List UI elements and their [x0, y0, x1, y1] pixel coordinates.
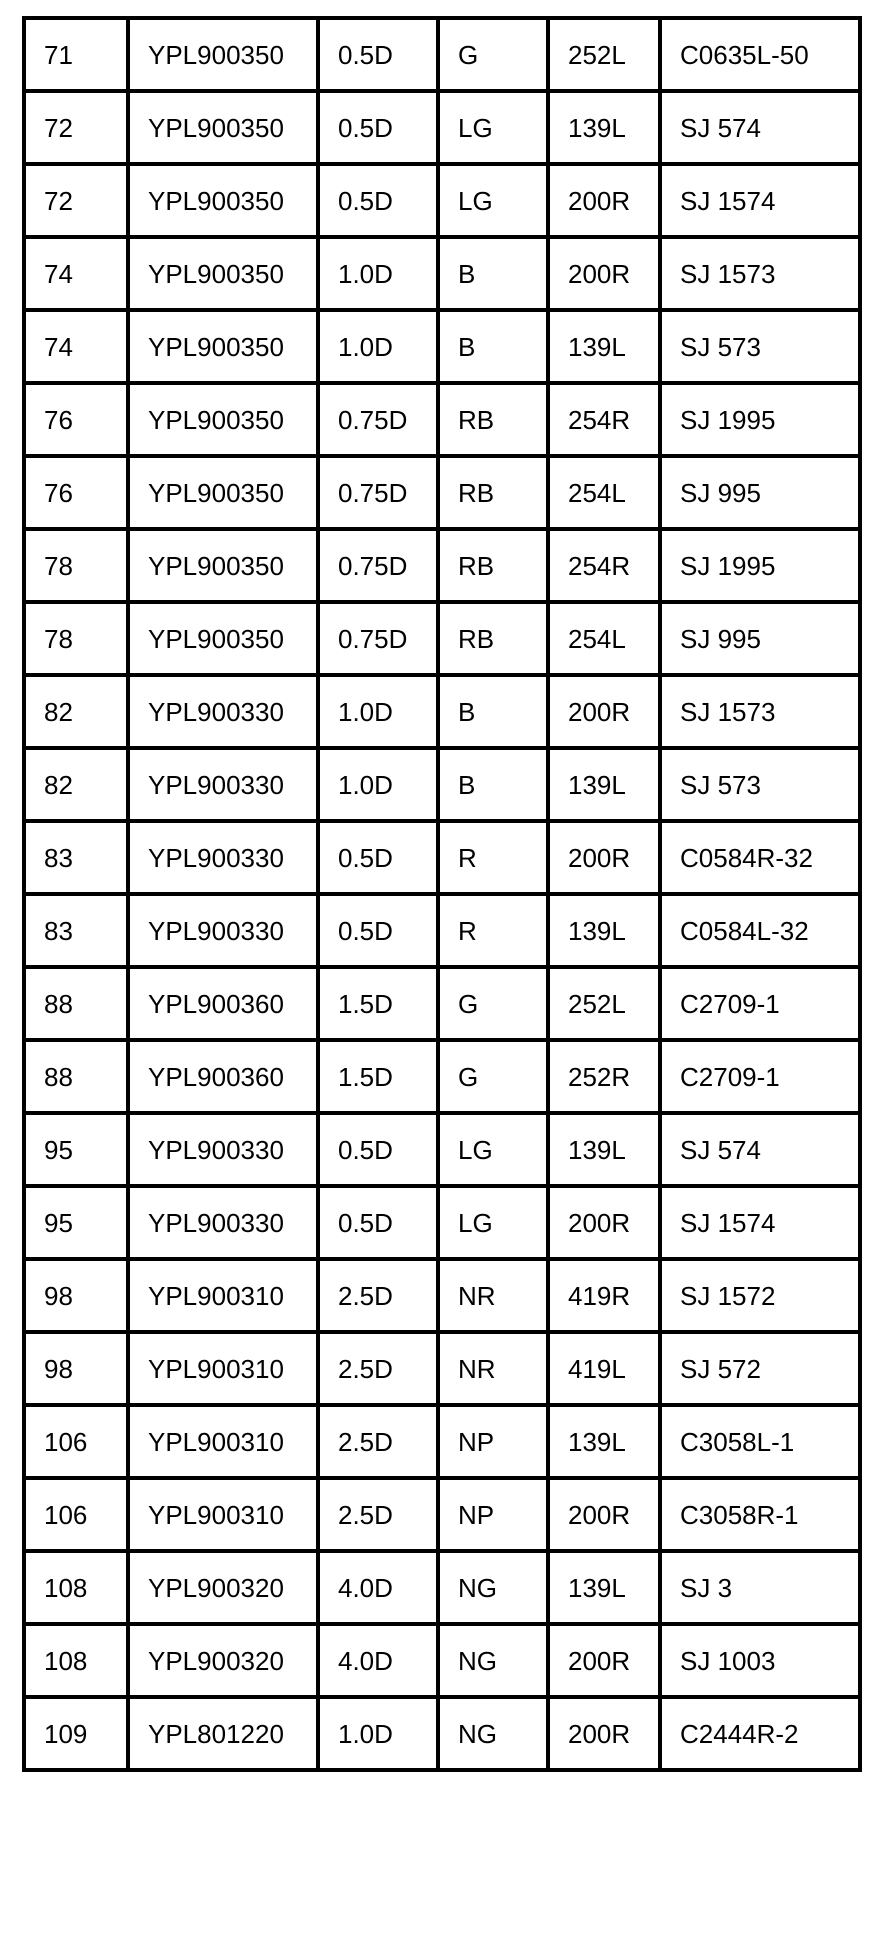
reference-cell: SJ 574 — [660, 1113, 860, 1186]
item-cell: 106 — [24, 1405, 128, 1478]
size-cell: 419R — [548, 1259, 660, 1332]
color-code-cell: R — [438, 894, 548, 967]
table-row — [24, 675, 860, 748]
color-code-cell: LG — [438, 164, 548, 237]
dimension-cell: 0.75D — [318, 383, 438, 456]
reference-cell: SJ 1572 — [660, 1259, 860, 1332]
part-number-cell: YPL900360 — [128, 967, 318, 1040]
reference-cell: C2709-1 — [660, 1040, 860, 1113]
dimension-cell: 2.5D — [318, 1259, 438, 1332]
reference-cell: SJ 1995 — [660, 383, 860, 456]
reference-cell: SJ 1003 — [660, 1624, 860, 1697]
reference-cell: C0584R-32 — [660, 821, 860, 894]
item-cell: 78 — [24, 602, 128, 675]
item-cell: 83 — [24, 894, 128, 967]
item-cell: 83 — [24, 821, 128, 894]
part-number-cell: YPL900330 — [128, 1186, 318, 1259]
item-cell: 95 — [24, 1186, 128, 1259]
size-cell: 200R — [548, 164, 660, 237]
reference-cell: SJ 1573 — [660, 237, 860, 310]
part-number-cell: YPL900310 — [128, 1259, 318, 1332]
size-cell: 139L — [548, 1551, 660, 1624]
color-code-cell: NR — [438, 1259, 548, 1332]
reference-cell: SJ 3 — [660, 1551, 860, 1624]
reference-cell: SJ 1573 — [660, 675, 860, 748]
table-row — [24, 602, 860, 675]
reference-cell: SJ 995 — [660, 602, 860, 675]
color-code-cell: NG — [438, 1551, 548, 1624]
table-row — [24, 1332, 860, 1405]
size-cell: 139L — [548, 1113, 660, 1186]
part-number-cell: YPL900330 — [128, 748, 318, 821]
item-cell: 88 — [24, 1040, 128, 1113]
dimension-cell: 0.5D — [318, 1186, 438, 1259]
part-number-cell: YPL900320 — [128, 1551, 318, 1624]
part-number-cell: YPL801220 — [128, 1697, 318, 1770]
dimension-cell: 4.0D — [318, 1624, 438, 1697]
reference-cell: SJ 572 — [660, 1332, 860, 1405]
part-number-cell: YPL900350 — [128, 529, 318, 602]
color-code-cell: B — [438, 237, 548, 310]
table-row — [24, 1697, 860, 1770]
dimension-cell: 1.5D — [318, 1040, 438, 1113]
size-cell: 139L — [548, 894, 660, 967]
item-cell: 108 — [24, 1624, 128, 1697]
part-number-cell: YPL900310 — [128, 1405, 318, 1478]
color-code-cell: B — [438, 310, 548, 383]
item-cell: 78 — [24, 529, 128, 602]
color-code-cell: NG — [438, 1697, 548, 1770]
dimension-cell: 1.0D — [318, 310, 438, 383]
table-row — [24, 18, 860, 91]
part-number-cell: YPL900350 — [128, 602, 318, 675]
color-code-cell: G — [438, 1040, 548, 1113]
color-code-cell: RB — [438, 456, 548, 529]
item-cell: 98 — [24, 1259, 128, 1332]
color-code-cell: LG — [438, 91, 548, 164]
part-number-cell: YPL900350 — [128, 237, 318, 310]
reference-cell: SJ 995 — [660, 456, 860, 529]
color-code-cell: NP — [438, 1478, 548, 1551]
reference-cell: SJ 573 — [660, 748, 860, 821]
part-number-cell: YPL900330 — [128, 675, 318, 748]
dimension-cell: 0.5D — [318, 164, 438, 237]
color-code-cell: NP — [438, 1405, 548, 1478]
dimension-cell: 4.0D — [318, 1551, 438, 1624]
table-row — [24, 821, 860, 894]
part-number-cell: YPL900350 — [128, 164, 318, 237]
size-cell: 252L — [548, 18, 660, 91]
parts-table — [22, 16, 862, 1772]
part-number-cell: YPL900310 — [128, 1332, 318, 1405]
part-number-cell: YPL900330 — [128, 821, 318, 894]
dimension-cell: 1.5D — [318, 967, 438, 1040]
table-row — [24, 529, 860, 602]
table-row — [24, 1040, 860, 1113]
color-code-cell: B — [438, 675, 548, 748]
table-row — [24, 1186, 860, 1259]
part-number-cell: YPL900310 — [128, 1478, 318, 1551]
table-row — [24, 1405, 860, 1478]
table-row — [24, 967, 860, 1040]
table-row — [24, 1624, 860, 1697]
table-row — [24, 456, 860, 529]
reference-cell: SJ 573 — [660, 310, 860, 383]
size-cell: 139L — [548, 748, 660, 821]
item-cell: 106 — [24, 1478, 128, 1551]
table-body — [24, 18, 860, 1770]
part-number-cell: YPL900360 — [128, 1040, 318, 1113]
color-code-cell: NG — [438, 1624, 548, 1697]
color-code-cell: LG — [438, 1186, 548, 1259]
size-cell: 254L — [548, 602, 660, 675]
reference-cell: C3058L-1 — [660, 1405, 860, 1478]
color-code-cell: G — [438, 967, 548, 1040]
color-code-cell: RB — [438, 602, 548, 675]
item-cell: 74 — [24, 237, 128, 310]
item-cell: 95 — [24, 1113, 128, 1186]
reference-cell: SJ 574 — [660, 91, 860, 164]
table-row — [24, 310, 860, 383]
item-cell: 82 — [24, 748, 128, 821]
item-cell: 82 — [24, 675, 128, 748]
size-cell: 252L — [548, 967, 660, 1040]
size-cell: 200R — [548, 675, 660, 748]
size-cell: 419L — [548, 1332, 660, 1405]
table-row — [24, 1259, 860, 1332]
table-row — [24, 383, 860, 456]
reference-cell: C2444R-2 — [660, 1697, 860, 1770]
table-row — [24, 1478, 860, 1551]
table-row — [24, 237, 860, 310]
size-cell: 139L — [548, 1405, 660, 1478]
item-cell: 88 — [24, 967, 128, 1040]
part-number-cell: YPL900350 — [128, 310, 318, 383]
item-cell: 71 — [24, 18, 128, 91]
color-code-cell: B — [438, 748, 548, 821]
size-cell: 252R — [548, 1040, 660, 1113]
part-number-cell: YPL900320 — [128, 1624, 318, 1697]
size-cell: 254R — [548, 529, 660, 602]
reference-cell: C0584L-32 — [660, 894, 860, 967]
color-code-cell: NR — [438, 1332, 548, 1405]
reference-cell: SJ 1995 — [660, 529, 860, 602]
table-row — [24, 1551, 860, 1624]
size-cell: 200R — [548, 237, 660, 310]
size-cell: 200R — [548, 1478, 660, 1551]
part-number-cell: YPL900350 — [128, 91, 318, 164]
item-cell: 98 — [24, 1332, 128, 1405]
part-number-cell: YPL900350 — [128, 456, 318, 529]
size-cell: 200R — [548, 821, 660, 894]
dimension-cell: 2.5D — [318, 1405, 438, 1478]
size-cell: 254L — [548, 456, 660, 529]
reference-cell: SJ 1574 — [660, 164, 860, 237]
dimension-cell: 1.0D — [318, 1697, 438, 1770]
part-number-cell: YPL900350 — [128, 383, 318, 456]
dimension-cell: 2.5D — [318, 1478, 438, 1551]
color-code-cell: RB — [438, 383, 548, 456]
table-row — [24, 1113, 860, 1186]
table-row — [24, 91, 860, 164]
dimension-cell: 0.5D — [318, 1113, 438, 1186]
item-cell: 72 — [24, 164, 128, 237]
color-code-cell: G — [438, 18, 548, 91]
reference-cell: C3058R-1 — [660, 1478, 860, 1551]
item-cell: 76 — [24, 456, 128, 529]
dimension-cell: 2.5D — [318, 1332, 438, 1405]
part-number-cell: YPL900350 — [128, 18, 318, 91]
item-cell: 72 — [24, 91, 128, 164]
item-cell: 108 — [24, 1551, 128, 1624]
reference-cell: C2709-1 — [660, 967, 860, 1040]
size-cell: 200R — [548, 1624, 660, 1697]
item-cell: 76 — [24, 383, 128, 456]
dimension-cell: 0.5D — [318, 18, 438, 91]
size-cell: 139L — [548, 310, 660, 383]
table-row — [24, 164, 860, 237]
dimension-cell: 0.75D — [318, 456, 438, 529]
size-cell: 200R — [548, 1186, 660, 1259]
dimension-cell: 1.0D — [318, 237, 438, 310]
color-code-cell: R — [438, 821, 548, 894]
item-cell: 74 — [24, 310, 128, 383]
table-row — [24, 894, 860, 967]
part-number-cell: YPL900330 — [128, 1113, 318, 1186]
part-number-cell: YPL900330 — [128, 894, 318, 967]
color-code-cell: RB — [438, 529, 548, 602]
table-row — [24, 748, 860, 821]
item-cell: 109 — [24, 1697, 128, 1770]
dimension-cell: 0.5D — [318, 91, 438, 164]
color-code-cell: LG — [438, 1113, 548, 1186]
dimension-cell: 0.5D — [318, 821, 438, 894]
reference-cell: C0635L-50 — [660, 18, 860, 91]
size-cell: 139L — [548, 91, 660, 164]
size-cell: 254R — [548, 383, 660, 456]
size-cell: 200R — [548, 1697, 660, 1770]
dimension-cell: 0.75D — [318, 529, 438, 602]
dimension-cell: 1.0D — [318, 675, 438, 748]
dimension-cell: 1.0D — [318, 748, 438, 821]
dimension-cell: 0.5D — [318, 894, 438, 967]
dimension-cell: 0.75D — [318, 602, 438, 675]
reference-cell: SJ 1574 — [660, 1186, 860, 1259]
